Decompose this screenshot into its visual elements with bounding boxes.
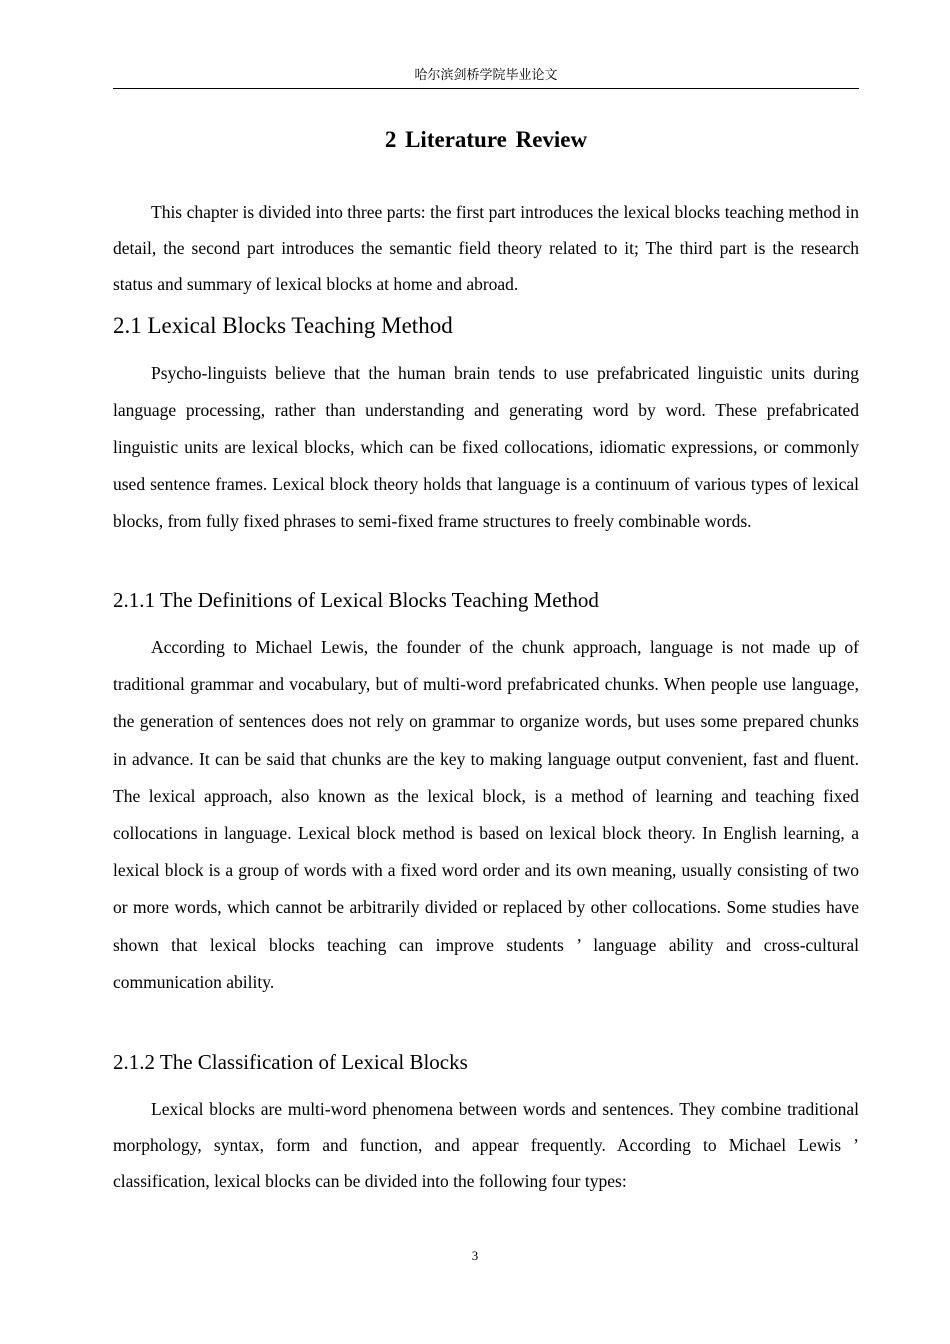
section-heading-2-1-1: 2.1.1 The Definitions of Lexical Blocks Teaching Method	[113, 588, 599, 612]
section-2-1-2-paragraph: Lexical blocks are multi-word phenomena between words and sentences. They combine traditional morphology, syntax, form and function, and appear frequently. According to Michael Lewis ’ classification, lexical blocks can be divided into the following four types:	[113, 1099, 859, 1191]
chapter-intro-paragraph: This chapter is divided into three parts: the first part introduces the lexical blocks teaching method in detail, the second part introduces the semantic field theory related to it; The third part is the research status and summary of lexical blocks at home and abroad.	[113, 202, 859, 294]
chapter-title: 2 Literature Review	[384, 127, 588, 152]
running-header: 哈尔滨剑桥学院毕业论文	[113, 64, 859, 89]
section-heading-2-1-2: 2.1.2 The Classification of Lexical Blocks	[113, 1050, 468, 1074]
page-number: 3	[471, 1248, 479, 1263]
section-2-1-paragraph: Psycho-linguists believe that the human brain tends to use prefabricated linguistic units during language processing, rather than understanding and generating word by word. These prefabricated linguistic units are lexical blocks, which can be fixed collocations, idiomatic expressions, or commonly used sentence frames. Lexical block theory holds that language is a continuum of various types of lexical blocks, from fully fixed phrases to semi-fixed frame structures to freely combinable words.	[113, 363, 859, 531]
section-2-1-1-paragraph: According to Michael Lewis, the founder of the chunk approach, language is not made up of traditional grammar and vocabulary, but of multi-word prefabricated chunks. When people use language, the generation of sentences does not rely on grammar to organize words, but uses some prepared chunks in advance. It can be said that chunks are the key to making language output convenient, fast and fluent. The lexical approach, also known as the lexical block, is a method of learning and teaching fixed collocations in language. Lexical block method is based on lexical block theory. In English learning, a lexical block is a group of words with a fixed word order and its own meaning, usually consisting of two or more words, which cannot be arbitrarily divided or replaced by other collocations. Some studies have shown that lexical blocks teaching can improve students ’ language ability and cross-cultural communication ability.	[113, 637, 859, 992]
section-heading-2-1: 2.1 Lexical Blocks Teaching Method	[113, 313, 453, 338]
